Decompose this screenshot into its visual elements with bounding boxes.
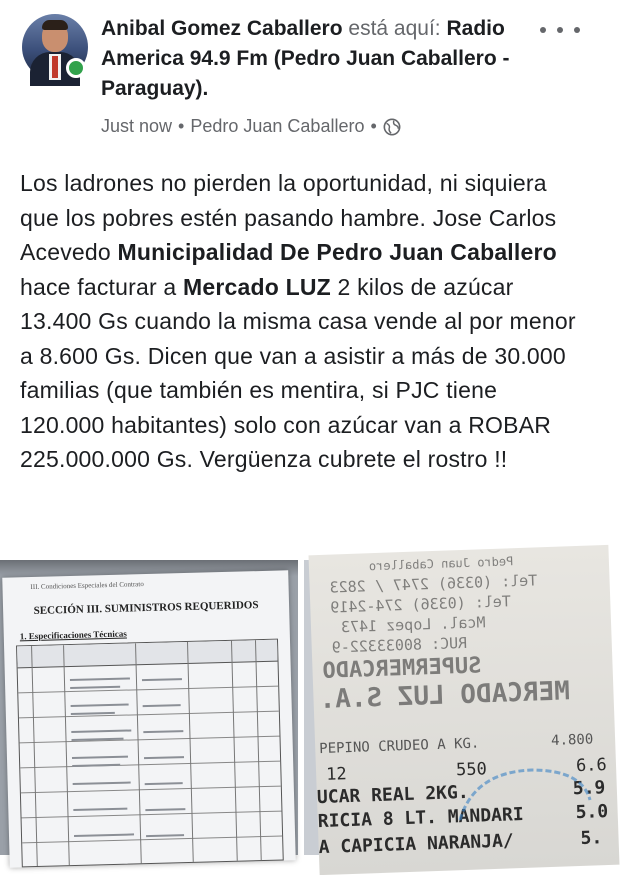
receipt-line-1-item: PEPINO CRUDEO A KG. [318, 735, 480, 758]
post-text-part-3: 2 kilos de azúcar 13.400 Gs cuando la misma casa vende al por menor a 8.600 Gs. Dicen que van a asistir a más de 30.000 familias (que también es mentira, si PJC tiene 120.000 habitantes) solo con azúcar van a ROBAR 225.000.000 Gs. Vergüenza cubrete el rostro !! [20, 273, 576, 472]
online-status-icon [66, 58, 86, 78]
post-text-part-1: Los ladrones no pierden la oportunidad, ni siquiera que los pobres estén pasando hambre. Jose Carlos Acevedo [20, 170, 557, 265]
meta-separator-2: • [370, 116, 377, 136]
author-name[interactable]: Anibal Gomez Caballero [101, 17, 343, 40]
post-text-part-2: hace facturar a [20, 273, 184, 300]
post-location[interactable]: Pedro Juan Caballero [190, 116, 365, 136]
receipt-line-5-item: A CAPICIA NARANJA/ [318, 830, 515, 859]
globe-icon[interactable] [383, 118, 401, 136]
highlight-circle-icon [454, 760, 594, 830]
post-text-bold-1: Municipalidad De Pedro Juan Caballero [117, 239, 557, 265]
receipt-mirror-4: Mcal. Lopez 1473 [340, 613, 486, 637]
receipt-line-2-qty: 12 [325, 764, 348, 785]
document-title: SECCIÓN III. SUMINISTROS REQUERIDOS [33, 599, 259, 617]
receipt-line-4-price: 5.0 [575, 801, 609, 824]
photo-document[interactable] [0, 560, 298, 855]
tagged-page-name[interactable]: Radio America 94.9 Fm (Pedro Juan Caballero - Paraguay) [101, 17, 510, 100]
post-timestamp[interactable]: Just now [101, 116, 173, 136]
more-options-button[interactable] [540, 18, 580, 42]
author-action: está aquí: [342, 17, 447, 40]
receipt-line-3-price: 5.9 [572, 777, 606, 800]
document-subtitle: 1. Especificaciones Técnicas [19, 628, 127, 642]
receipt-mirror-6: SUPERMERCADO [322, 653, 482, 684]
more-horizontal-icon [540, 27, 546, 33]
receipt-mirror-7: MERCADO LUZ S.A. [319, 676, 571, 716]
receipt-line-4-item: RICIA 8 LT. MANDARI [317, 803, 524, 833]
post-author-line [101, 14, 521, 104]
post-meta [101, 116, 401, 137]
receipt-mirror-2: Tel: (0336) 2747 / 2823 [329, 571, 538, 597]
photo-receipt[interactable] [304, 554, 609, 859]
meta-separator: • [178, 116, 185, 136]
receipt-line-2-total: 6.6 [575, 755, 608, 777]
receipt-line-1-price: 4.800 [550, 731, 594, 749]
document-sheet [2, 570, 295, 867]
receipt-line-2-unit: 550 [455, 759, 488, 781]
post-text-bold-2: Mercado LUZ [183, 273, 331, 300]
document-header-small: III. Condiciones Especiales del Contrato [30, 580, 144, 592]
receipt-line-3-item: UCAR REAL 2KG. [316, 781, 469, 809]
receipt-mirror-3: Tel: (0336) 274-2419 [330, 592, 512, 617]
receipt-mirror-1: Pedro Juan Caballero [368, 554, 514, 574]
post-header [0, 0, 600, 150]
post-text [20, 166, 585, 477]
receipt-mirror-5: RUC: 80033322-9 [331, 633, 468, 657]
page-name-suffix: . [202, 77, 209, 100]
document-table [16, 639, 284, 868]
post-photos [0, 554, 609, 859]
receipt-line-5-price: 5. [580, 827, 603, 850]
